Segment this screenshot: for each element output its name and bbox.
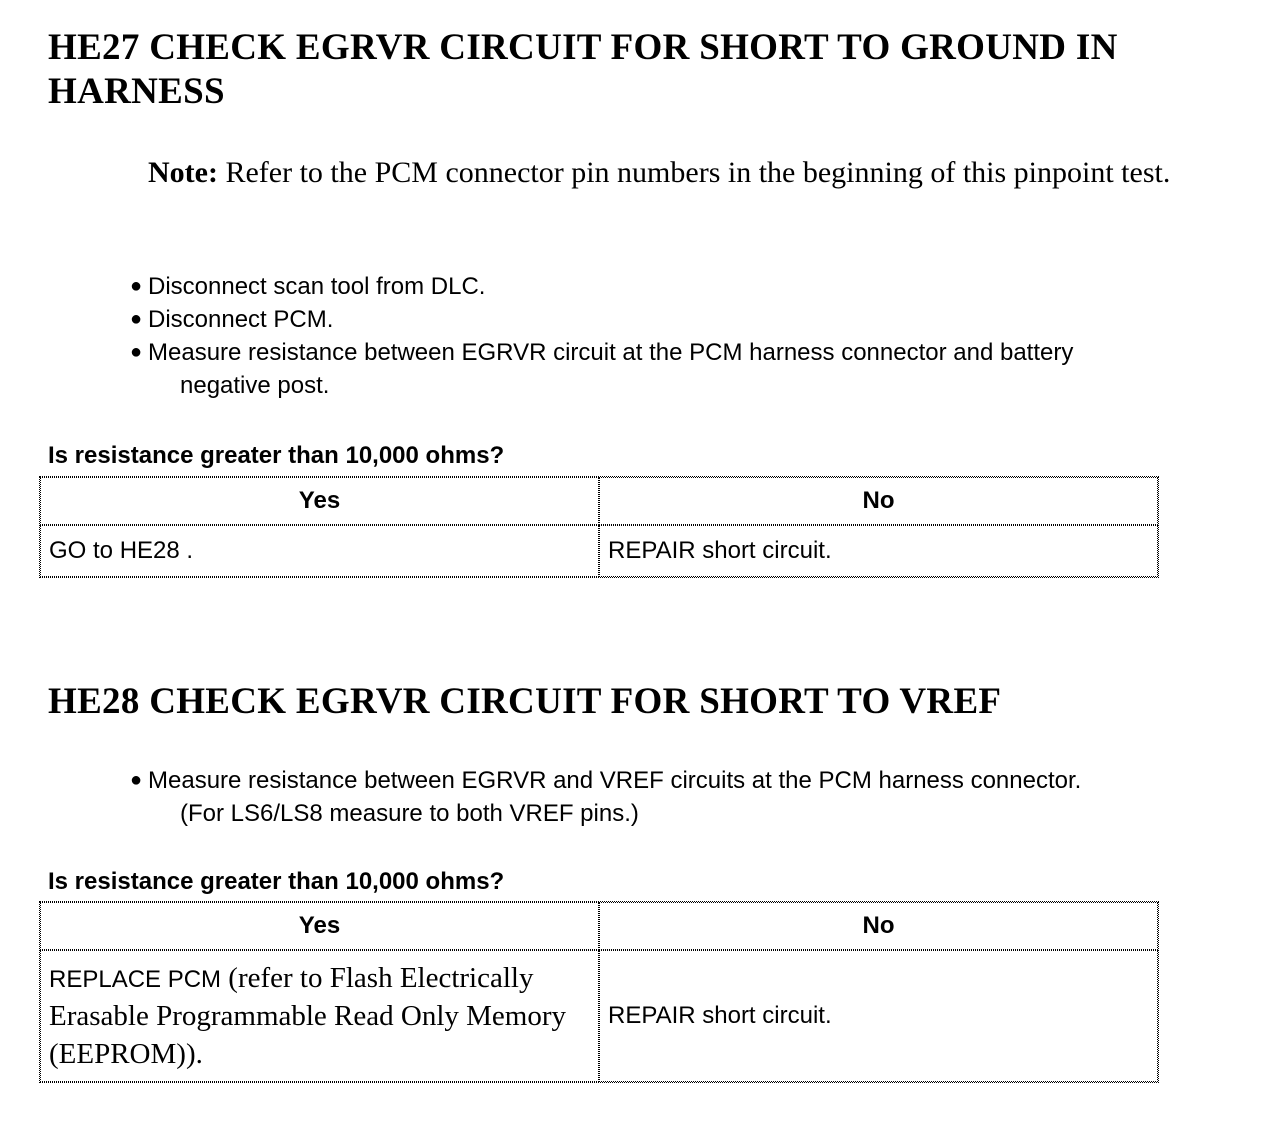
yes-header: Yes bbox=[40, 477, 599, 525]
note-paragraph bbox=[148, 154, 1233, 192]
list-item bbox=[130, 303, 1240, 336]
list-item-text: Disconnect scan tool from DLC. bbox=[148, 273, 486, 300]
yes-cell bbox=[40, 950, 599, 1082]
note-text: Refer to the PCM connector pin numbers in the beginning of this pinpoint test. bbox=[217, 156, 1171, 189]
section-heading-he27: HE27 CHECK EGRVR CIRCUIT FOR SHORT TO GROUND IN HARNESS bbox=[48, 27, 1118, 112]
step-list-he28 bbox=[130, 764, 1240, 830]
answer-table-he27 bbox=[39, 476, 1159, 578]
no-cell: REPAIR short circuit. bbox=[599, 525, 1158, 577]
table-row bbox=[40, 525, 1158, 577]
list-item-continuation: (For LS6/LS8 measure to both VREF pins.) bbox=[180, 800, 639, 827]
list-item-text: Measure resistance between EGRVR circuit at the PCM harness connector and battery bbox=[148, 339, 1074, 366]
yes-cell: GO to HE28 . bbox=[40, 525, 599, 577]
yes-cell-reference: (refer to Flash Electrically Erasable Programmable Read Only Memory (EEPROM)). bbox=[49, 962, 567, 1070]
list-item bbox=[130, 270, 1240, 303]
section-heading-he28: HE28 CHECK EGRVR CIRCUIT FOR SHORT TO VREF bbox=[48, 681, 1002, 722]
no-header: No bbox=[599, 902, 1158, 950]
list-item bbox=[130, 764, 1240, 830]
step-list-he27 bbox=[130, 270, 1240, 402]
question-he28: Is resistance greater than 10,000 ohms? bbox=[48, 868, 505, 895]
answer-table-he28 bbox=[39, 901, 1159, 1083]
yes-cell-action: REPLACE PCM bbox=[49, 966, 222, 993]
yes-header: Yes bbox=[40, 902, 599, 950]
bullet-icon: ● bbox=[130, 308, 143, 330]
bullet-icon: ● bbox=[130, 275, 143, 297]
list-item-continuation: negative post. bbox=[180, 372, 330, 399]
list-item bbox=[130, 336, 1240, 402]
bullet-icon: ● bbox=[130, 341, 143, 363]
list-item-text: Disconnect PCM. bbox=[148, 306, 334, 333]
list-item-text: Measure resistance between EGRVR and VREF circuits at the PCM harness connector. bbox=[148, 767, 1082, 794]
table-header-row bbox=[40, 902, 1158, 950]
note-label: Note: bbox=[148, 156, 218, 189]
no-header: No bbox=[599, 477, 1158, 525]
table-row bbox=[40, 950, 1158, 1082]
table-header-row bbox=[40, 477, 1158, 525]
bullet-icon: ● bbox=[130, 769, 143, 791]
question-he27: Is resistance greater than 10,000 ohms? bbox=[48, 442, 505, 469]
no-cell: REPAIR short circuit. bbox=[599, 950, 1158, 1082]
